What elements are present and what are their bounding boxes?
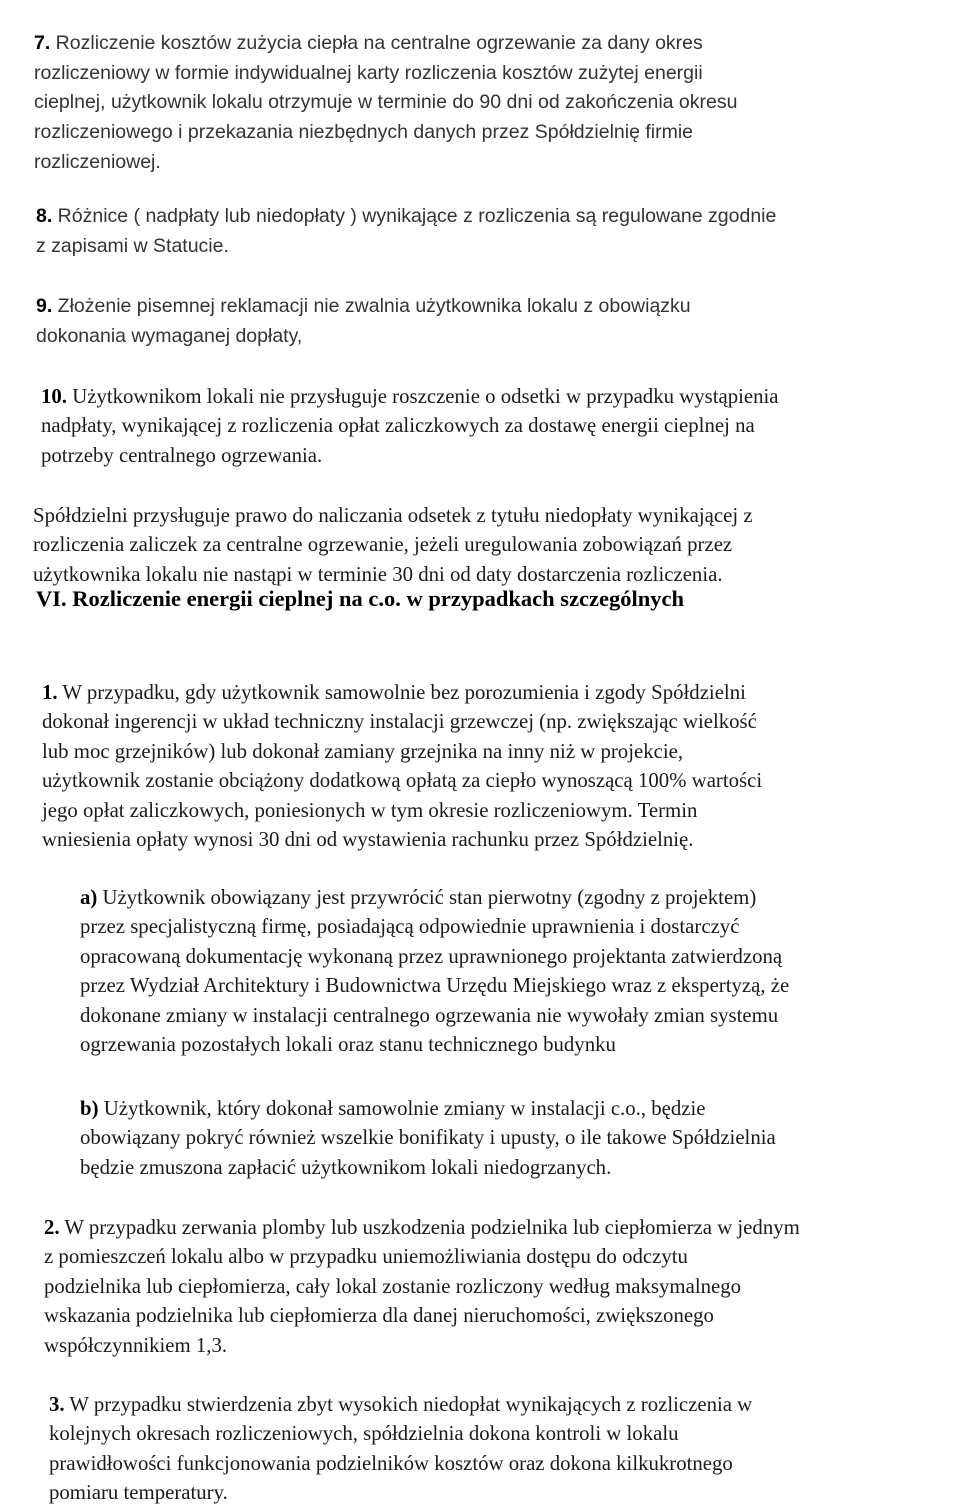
paragraph-7-number: 7. — [34, 31, 51, 54]
section-item-1b — [80, 1064, 960, 1182]
section-item-2-text: W przypadku zerwania plomby lub uszkodzenia podzielnika lub ciepłomierza w jednym z pomieszczeń lokalu albo w przypadku uniemożliwiania dostępu do odczytu podzielnika lub ciepłomierza, cały lokal zostanie rozliczony według maksymalnego wskazania podzielnika lub ciepłomierza dla danej nieruchomości, zwiększonego współczynnikiem 1,3. — [44, 1215, 800, 1357]
paragraph-10 — [8, 352, 960, 470]
paragraph-7-text: Rozliczenie kosztów zużycia ciepła na centralne ogrzewanie za dany okres rozliczeniowy w formie indywidualnej karty rozliczenia kosztów zużytej energii cieplnej, użytkownik lokalu otrzymuje w terminie do 90 dni od zakończenia okresu rozliczeniowego i przekazania niezbędnych danych przez Spółdzielnię firmie rozliczeniowej. — [34, 31, 738, 173]
section-item-3-text: W przypadku stwierdzenia zbyt wysokich niedopłat wynikających z rozliczenia w kolejnych okresach rozliczeniowych, spółdzielnia dokona kontroli w lokalu prawidłowości funkcjonowania podzielników kosztów oraz dokona kilkukrotnego pomiaru temperatury. — [49, 1392, 753, 1504]
section-item-1b-text: Użytkownik, który dokonał samowolnie zmiany w instalacji c.o., będzie obowiązany pokryć również wszelkie bonifikaty i upusty, o ile takowe Spółdzielnia będzie zmuszona zapłacić użytkownikom lokali niedogrzanych. — [80, 1096, 776, 1179]
section-item-2 — [14, 1183, 960, 1360]
paragraph-9 — [8, 262, 960, 351]
section-item-3-number: 3. — [49, 1392, 65, 1416]
section-item-2-number: 2. — [44, 1215, 60, 1239]
paragraph-10-text: Użytkownikom lokali nie przysługuje roszczenie o odsetki w przypadku wystąpienia nadpłaty, wynikającej z rozliczenia opłat zaliczkowych za dostawę energii cieplnej na potrzeby centralnego ogrzewania. — [41, 384, 779, 467]
section-item-1-text: W przypadku, gdy użytkownik samowolnie bez porozumienia i zgody Spółdzielni dokonał ingerencji w układ techniczny instalacji grzewczej (np. zwiększając wielkość lub moc grzejników) lub dokonał zamiany grzejnika na inny niż w projekcie, użytkownik zostanie obciążony dodatkową opłatą za ciepło wynoszącą 100% wartości jego opłat zaliczkowych, poniesionych w tym okresie rozliczeniowym. Termin wniesienia opłaty wynosi 30 dni od wystawienia rachunku przez Spółdzielnię. — [42, 680, 763, 851]
section-item-1a-text: Użytkownik obowiązany jest przywrócić stan pierwotny (zgodny z projektem) przez specjalistyczną firmę, posiadającą odpowiednie uprawnienia i dostarczyć opracowaną dokumentację wykonaną przez uprawnionego projektanta zatwierdzoną przez Wydział Architektury i Budownictwa Urzędu Miejskiego wraz z ekspertyzą, że dokonane zmiany w instalacji centralnego ogrzewania nie wywołały zmian systemu ogrzewania pozostałych lokali oraz stanu technicznego budynku — [80, 885, 790, 1056]
paragraph-10-interest-text: Spółdzielni przysługuje prawo do naliczania odsetek z tytułu niedopłaty wynikającej z rozliczenia zaliczek za centralne ogrzewanie, jeżeli uregulowania zobowiązań przez użytkownika lokalu nie nastąpi w terminie 30 dni od daty dostarczenia rozliczenia. — [33, 503, 753, 586]
paragraph-7 — [6, 0, 960, 178]
section-item-1-number: 1. — [42, 680, 58, 704]
paragraph-9-text: Złożenie pisemnej reklamacji nie zwalnia użytkownika lokalu z obowiązku dokonania wymaganej dopłaty, — [36, 294, 691, 347]
paragraph-8-text: Różnice ( nadpłaty lub niedopłaty ) wynikające z rozliczenia są regulowane zgodnie z zapisami w Statucie. — [36, 204, 777, 257]
section-item-1a-number: a) — [80, 885, 98, 909]
section-item-3 — [18, 1360, 960, 1508]
paragraph-9-number: 9. — [36, 294, 53, 317]
section-item-1 — [15, 648, 960, 855]
paragraph-8 — [8, 172, 960, 261]
section-item-1b-number: b) — [80, 1096, 99, 1120]
paragraph-8-number: 8. — [36, 204, 53, 227]
paragraph-10-number: 10. — [41, 384, 67, 408]
section-item-1a — [80, 853, 960, 1060]
paragraph-10-interest — [33, 471, 958, 589]
section-heading: VI. Rozliczenie energii cieplnej na c.o. w przypadkach szczególnych — [36, 586, 685, 611]
